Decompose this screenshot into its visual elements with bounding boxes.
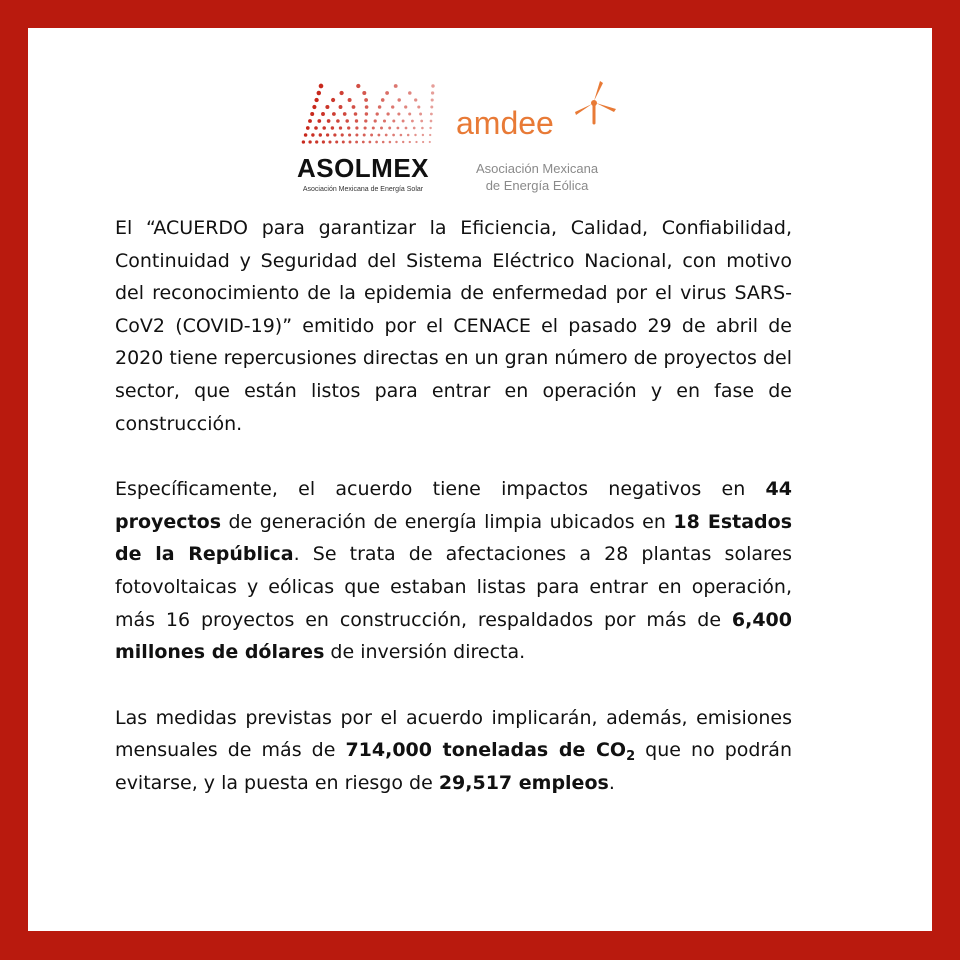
- asolmex-name: ASOLMEX: [296, 153, 430, 183]
- document-frame: [28, 28, 932, 931]
- paragraph-2: [115, 473, 792, 669]
- paragraph-3-text-3: .: [608, 771, 615, 794]
- bold-6400-millones: 6,400 millones de dólares: [115, 608, 792, 664]
- amdee-tagline-line2: de Energía Eólica: [485, 178, 589, 193]
- amdee-tagline-line1: Asociación Mexicana: [475, 161, 599, 176]
- paragraph-2-text-4: de inversión directa.: [324, 641, 526, 664]
- paragraph-2-text-1: Específicamente, el acuerdo tiene impactos negativos en: [115, 478, 766, 501]
- bold-18-estados: 18 Estados de la República: [115, 510, 793, 566]
- co2-text: 714,000 toneladas de CO: [345, 739, 627, 762]
- amdee-logo: [452, 75, 632, 205]
- paragraph-2-text-3: . Se trata de afectaciones a 28 plantas solares fotovoltaicas y eólicas que estaban listas para entrar en operación, más 16 proyectos en construcción, respaldados por más de: [115, 543, 792, 631]
- bold-29517-empleos: 29,517 empleos: [438, 771, 609, 794]
- amdee-name: amdee: [456, 105, 554, 141]
- paragraph-1: El “ACUERDO para garantizar la Eficiencia, Calidad, Confiabilidad, Continuidad y Seguridad del Sistema Eléctrico Nacional, con motivo del reconocimiento de la epidemia de enfermedad por el virus SARS-CoV2 (COVID-19)” emitido por el CENACE el pasado 29 de abril de 2020 tiene repercusiones directas en un gran número de proyectos del sector, que están listos para entrar en operación y en fase de construcción.: [115, 217, 792, 435]
- paragraph-3-text-2: que no podrán evitarse, y la puesta en riesgo de: [115, 739, 792, 794]
- solar-dots-icon: [283, 80, 443, 150]
- statement-body: [115, 212, 792, 800]
- asolmex-tagline: Asociación Mexicana de Energía Solar: [302, 186, 424, 193]
- asolmex-logo: [283, 80, 445, 200]
- paragraph-2-text-2: de generación de energía limpia ubicados en: [221, 510, 674, 533]
- paragraph-3: [115, 702, 792, 800]
- wind-turbine-icon: [572, 75, 632, 135]
- bold-44-proyectos: 44 proyectos: [115, 478, 792, 533]
- co2-subscript: 2: [626, 749, 636, 765]
- bold-714000-toneladas: [345, 739, 636, 765]
- paragraph-3-text-1: Las medidas previstas por el acuerdo implicarán, además, emisiones mensuales de más de: [115, 706, 792, 762]
